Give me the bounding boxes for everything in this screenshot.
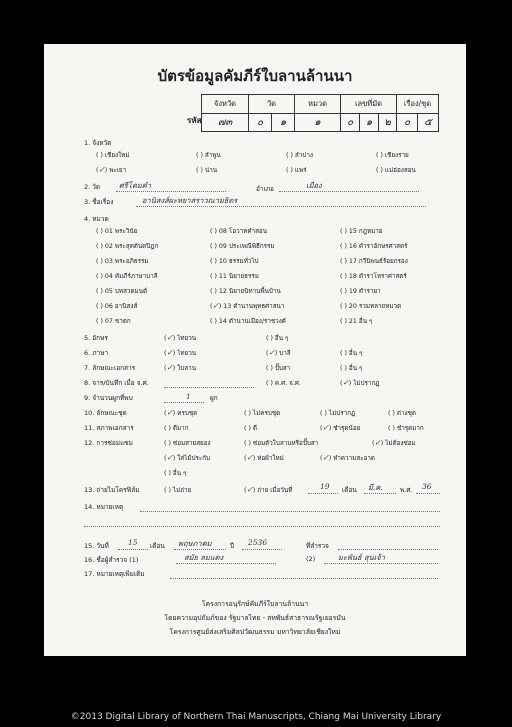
code-value: ๑ <box>271 114 294 132</box>
survey-date-label: 15. วันที่ <box>84 542 109 550</box>
check-mark-icon: ✓ <box>166 363 173 372</box>
category-option[interactable]: ( ) 06 อานิสงส์ <box>96 303 138 310</box>
language-label: 6. ภาษา <box>84 349 109 357</box>
province-option[interactable]: ( ) แพร่ <box>286 167 307 174</box>
repair-option-checked[interactable]: (✓) ห่อผ้าใหม่ <box>244 453 284 462</box>
province-option[interactable]: ( ) แม่ฮ่องสอน <box>376 167 416 174</box>
temple-label: 2. วัด <box>84 183 101 191</box>
code-value: ๒ <box>378 114 396 132</box>
check-mark-icon: ✓ <box>166 453 173 462</box>
province-option[interactable]: ( ) เชียงราย <box>376 152 409 159</box>
inscribed-label: 8. จาร/บันทึก เมื่อ จ.ศ. <box>84 379 149 387</box>
set-option[interactable]: ( ) ไม่ปรากฏ <box>320 410 356 417</box>
province-option[interactable]: ( ) ลำพูน <box>196 152 221 159</box>
district-label: อำเภอ <box>256 185 274 193</box>
language-option[interactable]: ( ) อื่น ๆ <box>340 350 363 357</box>
province-option[interactable]: ( ) น่าน <box>196 167 218 174</box>
check-mark-icon: ✓ <box>342 378 349 387</box>
surveyor-label: 16. ชื่อผู้สำรวจ (1) <box>84 556 139 564</box>
category-option[interactable]: ( ) 02 พระสุตตันตปิฎก <box>96 243 159 250</box>
code-label: รหัส <box>187 116 202 125</box>
microfilm-year-label: พ.ศ. <box>400 486 413 494</box>
condition-option[interactable]: ( ) ชำรุดมาก <box>388 425 424 432</box>
code-value: ๑ <box>359 114 378 132</box>
inscribed-option[interactable]: ( ) ค.ศ. จ.ศ. <box>266 380 301 387</box>
repair-option-checked[interactable]: (✓) ใส่ไม้ประกับ <box>164 453 211 462</box>
language-option-checked[interactable]: (✓) บาลี <box>266 348 291 357</box>
script-option-checked[interactable]: (✓) ไทยวน <box>164 333 197 342</box>
bundle-unit: ผูก <box>210 394 218 402</box>
district-value: เมือง <box>306 181 322 190</box>
survey-year-label: ปี <box>230 542 235 550</box>
bundle-count-value: 1 <box>186 392 191 401</box>
category-option[interactable]: ( ) 08 โอวาทคำสอน <box>210 228 268 235</box>
microfilm-year: 36 <box>422 482 432 491</box>
document-type-option[interactable]: ( ) ปั๊บสา <box>266 365 291 372</box>
category-option[interactable]: ( ) 14 ตำนานเมือง/ราชวงศ์ <box>210 318 286 325</box>
condition-label: 11. สภาพเอกสาร <box>84 424 134 432</box>
repair-label: 12. การซ่อมแซม <box>84 439 133 447</box>
footer-line-1: โครงการอนุรักษ์คัมภีร์ใบลานล้านนา <box>201 600 309 608</box>
data-card <box>44 44 466 656</box>
check-mark-icon: ✓ <box>246 453 253 462</box>
category-option[interactable]: ( ) 10 ธรรมทั่วไป <box>210 258 259 265</box>
province-option[interactable]: ( ) เชียงใหม่ <box>96 152 130 159</box>
code-value: ๕ <box>417 114 438 132</box>
category-option[interactable]: ( ) 09 ประเพณีพิธีกรรม <box>210 243 275 250</box>
microfilm-month: มี.ค. <box>368 483 383 492</box>
survey-year: 2536 <box>248 538 268 547</box>
document-type-option-checked[interactable]: (✓) ใบลาน <box>164 363 197 372</box>
code-value: ๐ <box>396 114 417 132</box>
set-option[interactable]: ( ) ไม่ครบชุด <box>244 410 281 417</box>
category-option[interactable]: ( ) 16 ตำราอักษรศาสตร์ <box>340 243 408 250</box>
story-title-value: อานิสงส์ผะหยาสราวณามธิตร <box>142 196 238 205</box>
repair-option-checked[interactable]: (✓) ทำความสะอาด <box>320 453 375 462</box>
category-option[interactable]: ( ) 19 ตำรายา <box>340 288 381 295</box>
microfilm-day: 19 <box>320 482 330 491</box>
category-option[interactable]: ( ) 21 อื่น ๆ <box>340 318 373 325</box>
check-mark-icon: ✓ <box>322 423 329 432</box>
repair-option[interactable]: ( ) ซ่อมสายสยอง <box>164 440 211 447</box>
bundle-count-label: 9. จำนวนผูกที่พบ <box>84 394 133 402</box>
condition-option-checked[interactable]: (✓) ชำรุดน้อย <box>320 423 361 432</box>
language-option-checked[interactable]: (✓) ไทยวน <box>164 348 197 357</box>
check-mark-icon: ✓ <box>246 485 253 494</box>
surveyor-index-2: (2) <box>306 555 316 563</box>
check-mark-icon: ✓ <box>268 348 275 357</box>
check-mark-icon: ✓ <box>98 165 105 174</box>
category-option[interactable]: ( ) 04 คัมภีร์ภาษาบาลี <box>96 273 158 280</box>
microfilm-option-checked[interactable]: (✓) ถ่าย เมื่อวันที่ <box>244 485 293 494</box>
code-table <box>201 94 439 132</box>
survey-month-label: เดือน <box>150 542 165 550</box>
additional-notes-label: 17. หมายเหตุเพิ่มเติม <box>84 570 145 578</box>
condition-option[interactable]: ( ) ดีมาก <box>164 425 189 432</box>
repair-option[interactable]: ( ) ซ่อมตัวใบลานหรือปั๊บสา <box>244 440 319 447</box>
check-mark-icon: ✓ <box>166 333 173 342</box>
category-option[interactable]: ( ) 17 กวีนิพนธ์ร้อยกรอง <box>340 258 408 265</box>
condition-option[interactable]: ( ) ดี <box>244 425 258 432</box>
surveyor-name-1: สมัย ลมแดง <box>184 553 224 562</box>
surveyor-name-2: มะพันธ์ สุนเจ้า <box>338 553 385 562</box>
province-label: 1. จังหวัด <box>84 139 112 147</box>
check-mark-icon: ✓ <box>166 408 173 417</box>
category-option[interactable]: ( ) 11 นิยายธรรม <box>210 273 259 280</box>
code-header-temple: วัด <box>248 95 294 113</box>
province-option[interactable]: ( ) ลำปาง <box>286 152 313 159</box>
microfilm-month-label: เดือน <box>342 486 357 494</box>
document-type-label: 7. ลักษณะเอกสาร <box>84 364 136 372</box>
microfilm-label: 13. ถ่ายไมโครฟิล์ม <box>84 486 140 494</box>
microfilm-option[interactable]: ( ) ไม่ถ่าย <box>164 487 192 494</box>
repair-option[interactable]: ( ) อื่น ๆ <box>164 470 187 477</box>
set-option[interactable]: ( ) ต่างชุด <box>388 410 416 417</box>
script-label: 5. อักษร <box>84 334 108 342</box>
card-title: บัตรข้อมูลคัมภีร์ใบลานล้านนา <box>157 67 353 85</box>
survey-month: พฤษภาคม <box>178 539 212 548</box>
check-mark-icon: ✓ <box>212 301 219 310</box>
set-label: 10. ลักษณะชุด <box>84 409 127 417</box>
survey-day: 15 <box>128 538 138 547</box>
code-value: ๑ <box>294 114 340 132</box>
check-mark-icon: ✓ <box>322 453 329 462</box>
set-option-checked[interactable]: (✓) ครบชุด <box>164 408 198 417</box>
survey-place-label: ที่สำรวจ <box>306 542 329 550</box>
category-option[interactable]: ( ) 18 ตำราโหราศาสตร์ <box>340 273 407 280</box>
category-option[interactable]: ( ) 01 พระวินัย <box>96 228 138 235</box>
category-option[interactable]: ( ) 03 พระอภิธรรม <box>96 258 149 265</box>
code-header-province: จังหวัด <box>213 99 237 108</box>
category-option[interactable]: ( ) 12 นิยายนิทานพื้นบ้าน <box>210 288 281 295</box>
story-title-label: 3. ชื่อเรื่อง <box>84 198 114 206</box>
check-mark-icon: ✓ <box>166 348 173 357</box>
code-header-title: เรื่อง/ชุด <box>396 95 438 113</box>
code-header-bundle: เลขที่มัด <box>340 95 396 113</box>
code-value: ๐ <box>340 114 359 132</box>
category-option[interactable]: ( ) 20 รวมหลายหมวด <box>340 303 402 310</box>
check-mark-icon: ✓ <box>374 438 381 447</box>
script-option[interactable]: ( ) อื่น ๆ <box>266 335 289 342</box>
code-value: ๗๓ <box>217 117 233 128</box>
footer-line-2: โดยความอุปถัมภ์ของ รัฐบาลไทย - สหพันธ์สาธารณรัฐเยอรมัน <box>164 614 346 622</box>
inscribed-option-checked[interactable]: (✓) ไม่ปรากฏ <box>340 378 380 387</box>
code-header-category: หมวด <box>294 95 340 113</box>
category-option[interactable]: ( ) 15 กฎหมาย <box>340 228 383 235</box>
province-option-checked[interactable]: (✓) พะเยา <box>96 165 127 174</box>
category-option[interactable]: ( ) 07 ชาดก <box>96 318 131 325</box>
repair-option-checked[interactable]: (✓) ไม่ต้องซ่อม <box>372 438 416 447</box>
category-option-checked[interactable]: (✓) 13 ตำนานพุทธศาสนา <box>210 301 285 310</box>
document-type-option[interactable]: ( ) อื่น ๆ <box>340 365 363 372</box>
code-value: ๐ <box>248 114 271 132</box>
footer-line-3: โครงการศูนย์ส่งเสริมศิลปวัฒนธรรม มหาวิทยาลัยเชียงใหม่ <box>169 628 341 636</box>
copyright-notice: ©2013 Digital Library of Northern Thai Manuscripts, Chiang Mai University Library <box>70 712 442 722</box>
temple-value: ศรีโคมคำ <box>119 181 152 190</box>
notes-label: 14. หมายเหตุ <box>84 503 124 511</box>
category-option[interactable]: ( ) 05 บทสวดมนต์ <box>96 288 148 295</box>
category-label: 4. หมวด <box>84 215 109 223</box>
